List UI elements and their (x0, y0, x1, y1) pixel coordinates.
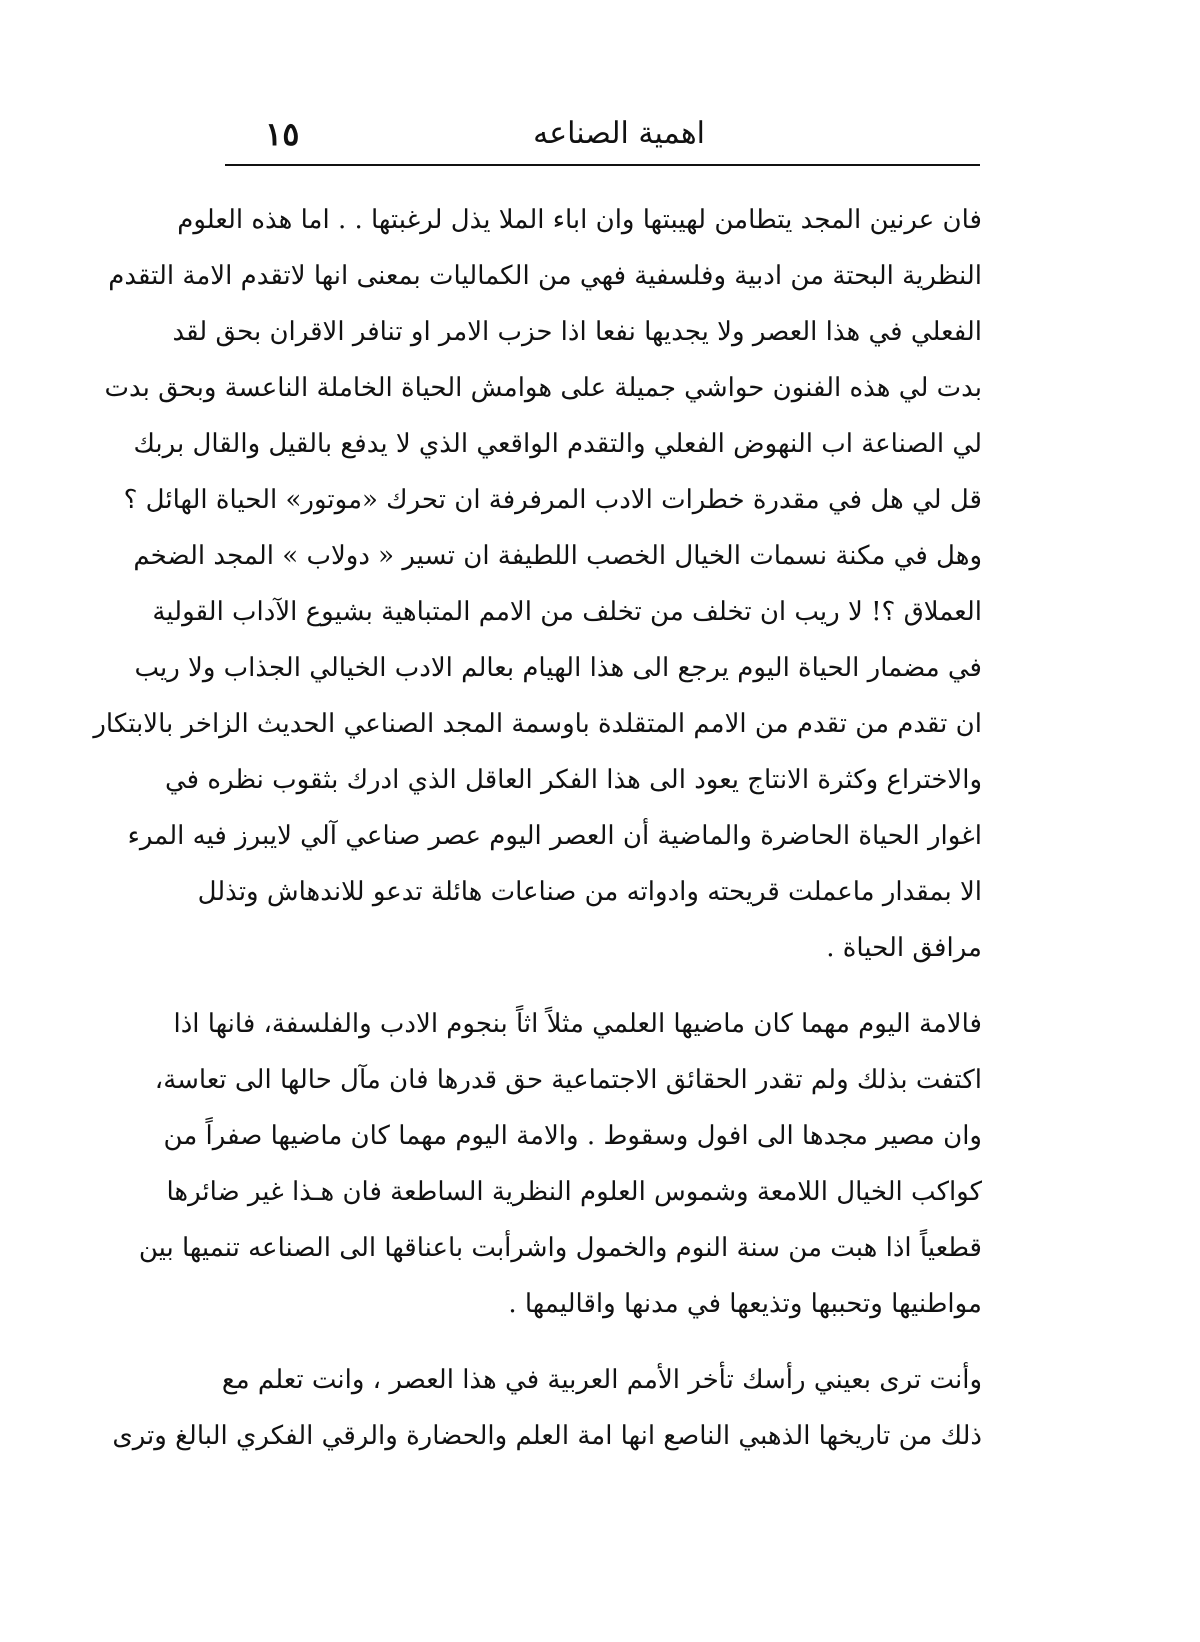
header-divider (225, 164, 980, 166)
text-line: قطعياً اذا هبت من سنة النوم والخمول واشرأبت باعناقها الى الصناعه تنميها بين (138, 1233, 982, 1263)
text-line: ان تقدم من تقدم من الامم المتقلدة باوسمة المجد الصناعي الحديث الزاخر بالابتكار (93, 709, 982, 739)
text-line: مواطنيها وتحببها وتذيعها في مدنها واقاليمها . (508, 1289, 982, 1319)
text-line: ذلك من تاريخها الذهبي الناصع انها امة العلم والحضارة والرقي الفكري البالغ وترى (112, 1421, 982, 1451)
text-line: اكتفت بذلك ولم تقدر الحقائق الاجتماعية حق قدرها فان مآل حالها الى تعاسة، (154, 1065, 982, 1095)
text-line: الا بمقدار ماعملت قريحته وادواته من صناعات هائلة تدعو للاندهاش وتذلل (197, 877, 982, 907)
text-line: في مضمار الحياة اليوم يرجع الى هذا الهيام بعالم الادب الخيالي الجذاب ولا ريب (134, 653, 982, 683)
running-header (225, 112, 975, 162)
body-text (93, 192, 982, 1612)
paragraph-2 (138, 996, 982, 1332)
text-line: كواكب الخيال اللامعة وشموس العلوم النظرية الساطعة فان هـذا غير ضائرها (166, 1177, 982, 1207)
text-line: والاختراع وكثرة الانتاج يعود الى هذا الفكر العاقل الذي ادرك بثقوب نظره في (165, 765, 982, 795)
text-line: اغوار الحياة الحاضرة والماضية أن العصر اليوم عصر صناعي آلي لايبرز فيه المرء (127, 821, 982, 851)
page-number: ١٥ (265, 115, 300, 153)
paragraph-spacer (222, 976, 982, 996)
text-line: فالامة اليوم مهما كان ماضيها العلمي مثلاً اثاً بنجوم الادب والفلسفة، فانها اذا (173, 1009, 982, 1039)
text-line: لي الصناعة اب النهوض الفعلي والتقدم الواقعي الذي لا يدفع بالقيل والقال بربك (133, 429, 982, 459)
text-line: وهل في مكنة نسمات الخيال الخصب اللطيفة ان تسير « دولاب » المجد الضخم (133, 541, 982, 571)
text-line: النظرية البحتة من ادبية وفلسفية فهي من الكماليات بمعنى انها لاتقدم الامة التقدم (108, 261, 982, 291)
paragraph-3 (112, 1352, 982, 1464)
text-line: وأنت ترى بعيني رأسك تأخر الأمم العربية في هذا العصر ، وانت تعلم مع (221, 1365, 982, 1395)
text-line: فان عرنين المجد يتطامن لهيبتها وان اباء الملا يذل لرغبتها . . اما هذه العلوم (177, 205, 982, 235)
running-title: اهمية الصناعه (533, 116, 705, 151)
text-line: العملاق ؟! لا ريب ان تخلف من تخلف من الامم المتباهية بشيوع الآداب القولية (152, 597, 982, 627)
text-line: الفعلي في هذا العصر ولا يجديها نفعا اذا حزب الامر او تنافر الاقران بحق لقد (172, 317, 982, 347)
text-line: وان مصير مجدها الى افول وسقوط . والامة اليوم مهما كان ماضيها صفراً من (163, 1121, 982, 1151)
paragraph-1 (93, 192, 982, 976)
text-line: قل لي هل في مقدرة خطرات الادب المرفرفة ان تحرك «موتور» الحياة الهائل ؟ (123, 485, 982, 515)
paragraph-spacer (222, 1332, 982, 1352)
text-line: بدت لي هذه الفنون حواشي جميلة على هوامش الحياة الخاملة الناعسة وبحق بدت (104, 373, 982, 403)
text-line: مرافق الحياة . (826, 933, 982, 963)
